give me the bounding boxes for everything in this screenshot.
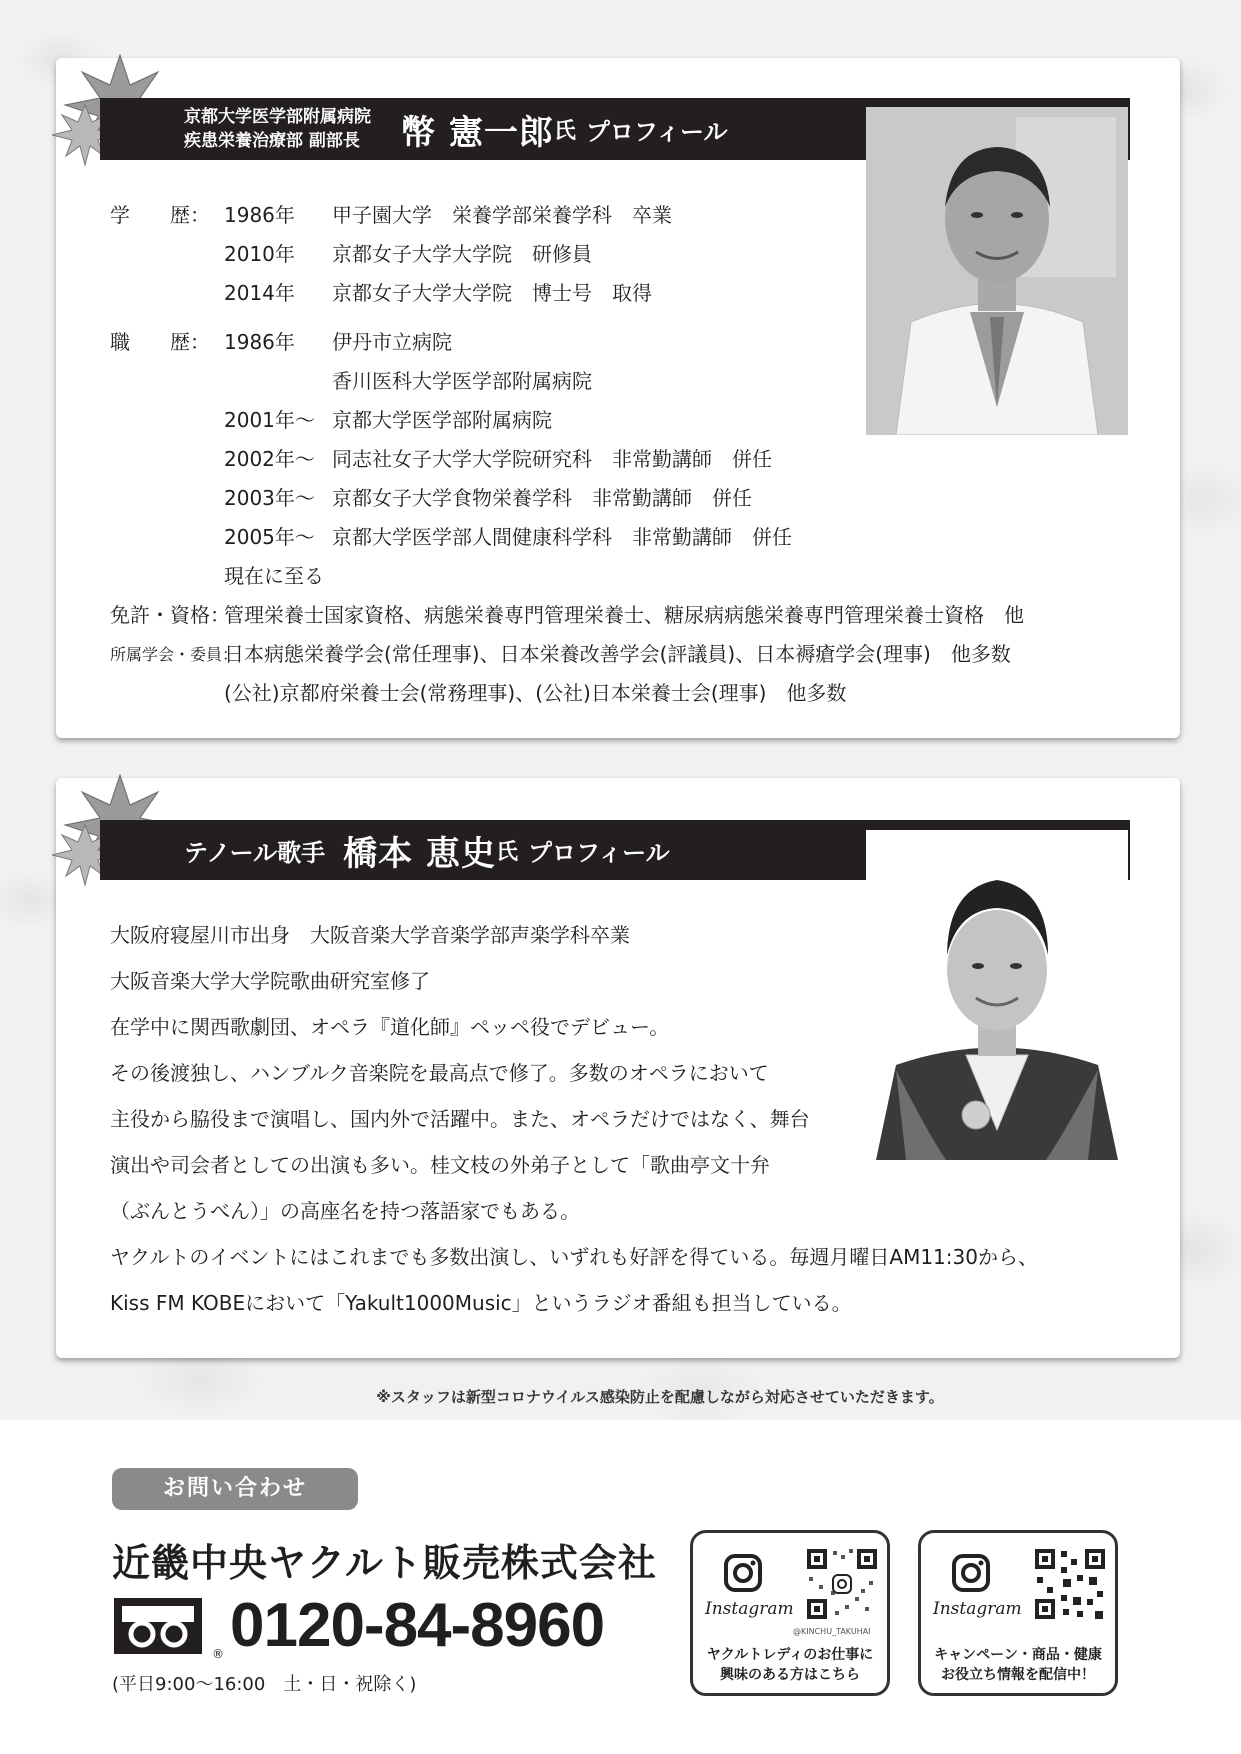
bio-line: 大阪府寝屋川市出身 大阪音楽大学音楽学部声楽学科卒業 — [110, 923, 630, 947]
bio-line: 大阪音楽大学大学院歌曲研究室修了 — [110, 969, 430, 993]
year: 2002年～ — [224, 447, 315, 471]
profile-title: プロフィール — [527, 838, 670, 867]
qr-code-icon[interactable] — [805, 1547, 879, 1621]
career-row — [110, 557, 1110, 596]
profile-title: プロフィール — [585, 117, 728, 146]
honorific: 氏 — [495, 839, 518, 865]
year — [224, 362, 332, 401]
instagram-icon — [951, 1553, 991, 1593]
year: 2010年 — [224, 242, 295, 266]
entry-text: 京都女子大学大学院 研修員 — [332, 242, 592, 266]
affiliation — [184, 105, 371, 153]
caption-line: キャンペーン・商品・健康 — [934, 1647, 1102, 1663]
entry-text: 京都大学医学部附属病院 — [332, 408, 552, 432]
profile-1-details — [110, 196, 1110, 713]
instagram-caption — [921, 1645, 1115, 1685]
entry-text: 香川医科大学医学部附属病院 — [332, 369, 592, 393]
membership-text: (公社)京都府栄養士会(常務理事)、(公社)日本栄養士会(理事) 他多数 — [224, 681, 847, 705]
honorific: 氏 — [553, 118, 576, 144]
membership-row — [110, 635, 1110, 674]
entry-text: 京都女子大学食物栄養学科 非常勤講師 併任 — [332, 486, 752, 510]
role: テノール歌手 — [184, 838, 326, 867]
instagram-wordmark: Instagram — [933, 1599, 1022, 1619]
instagram-wordmark: Instagram — [705, 1599, 794, 1619]
year: 現在に至る — [224, 564, 324, 588]
caption-line: 興味のある方はこちら — [720, 1667, 860, 1683]
career-row — [110, 401, 1110, 440]
bio-line: （ぶんとうべん）」の高座名を持つ落語家でもある。 — [110, 1199, 580, 1223]
membership-row — [110, 674, 1110, 713]
career-label: 職 歴： — [110, 330, 210, 354]
caption-line: ヤクルトレディのお仕事に — [706, 1647, 874, 1663]
license-label: 免許・資格： — [110, 603, 230, 627]
singer-name: 橋本 恵史 — [343, 833, 496, 874]
entry-text: 京都女子大学大学院 博士号 取得 — [332, 281, 652, 305]
covid-notice: ※スタッフは新型コロナウイルス感染防止を配慮しながら対応させていただきます。 — [376, 1388, 944, 1406]
instagram-caption — [693, 1645, 887, 1685]
bio-line: 演出や司会者としての出演も多い。桂文枝の外弟子として「歌曲亭文十弁 — [110, 1153, 770, 1177]
career-row — [110, 479, 1110, 518]
contact-label: お問い合わせ — [112, 1468, 358, 1510]
membership-label: 所属学会・委員： — [110, 645, 239, 664]
license-text: 管理栄養士国家資格、病態栄養専門管理栄養士、糖尿病病態栄養専門管理栄養士資格 他 — [224, 603, 1024, 627]
phone-block — [112, 1590, 604, 1661]
license-row — [110, 596, 1110, 635]
year: 2003年～ — [224, 486, 315, 510]
phone-number[interactable]: 0120-84-8960 — [230, 1591, 605, 1660]
caption-line: お役立ち情報を配信中！ — [941, 1667, 1095, 1683]
year: 1986年 — [224, 203, 295, 227]
company-name: 近畿中央ヤクルト販売株式会社 — [112, 1541, 657, 1585]
bio-line: その後渡独し、ハンブルク音楽院を最高点で修了。多数のオペラにおいて — [110, 1061, 769, 1085]
bio-line: ヤクルトのイベントにはこれまでも多数出演し、いずれも好評を得ている。毎週月曜日AM11:30から、 — [110, 1245, 1038, 1269]
education-label: 学 歴： — [110, 203, 210, 227]
year: 1986年 — [224, 330, 295, 354]
education-row — [110, 196, 1110, 235]
bio-line: 在学中に関西歌劇団、オペラ『道化師』ペッペ役でデビュー。 — [110, 1015, 670, 1039]
affiliation-line-1: 京都大学医学部附属病院 — [184, 107, 371, 127]
education-row — [110, 274, 1110, 313]
entry-text: 甲子園大学 栄養学部栄養学科 卒業 — [332, 203, 672, 227]
instagram-recruit-box[interactable] — [690, 1530, 890, 1696]
year: 2001年～ — [224, 408, 315, 432]
registered-mark: ® — [212, 1647, 224, 1661]
business-hours: (平日9:00～16:00 土・日・祝除く) — [112, 1674, 417, 1695]
year: 2014年 — [224, 281, 295, 305]
career-row — [110, 440, 1110, 479]
instagram-handle: @KINCHU_TAKUHAI — [793, 1627, 871, 1636]
qr-code-icon[interactable] — [1033, 1547, 1107, 1621]
free-dial-icon — [112, 1596, 204, 1656]
speaker-name: 幣 憲一郎 — [401, 112, 554, 153]
career-row — [110, 518, 1110, 557]
instagram-icon — [723, 1553, 763, 1593]
instagram-campaign-box[interactable] — [918, 1530, 1118, 1696]
entry-text: 京都大学医学部人間健康科学科 非常勤講師 併任 — [332, 525, 792, 549]
bio-line: Kiss FM KOBEにおいて「Yakult1000Music」というラジオ番組も担当している。 — [110, 1291, 852, 1315]
entry-text: 伊丹市立病院 — [332, 330, 452, 354]
year: 2005年～ — [224, 525, 315, 549]
affiliation-line-2: 疾患栄養治療部 副部長 — [184, 131, 360, 151]
education-row — [110, 235, 1110, 274]
entry-text: 同志社女子大学大学院研究科 非常勤講師 併任 — [332, 447, 772, 471]
singer-bio — [110, 912, 1150, 1326]
career-row — [110, 362, 1110, 401]
membership-text: 日本病態栄養学会(常任理事)、日本栄養改善学会(評議員)、日本褥瘡学会(理事) 他多数 — [224, 642, 1011, 666]
career-row — [110, 323, 1110, 362]
bio-line: 主役から脇役まで演唱し、国内外で活躍中。また、オペラだけではなく、舞台 — [110, 1107, 810, 1131]
